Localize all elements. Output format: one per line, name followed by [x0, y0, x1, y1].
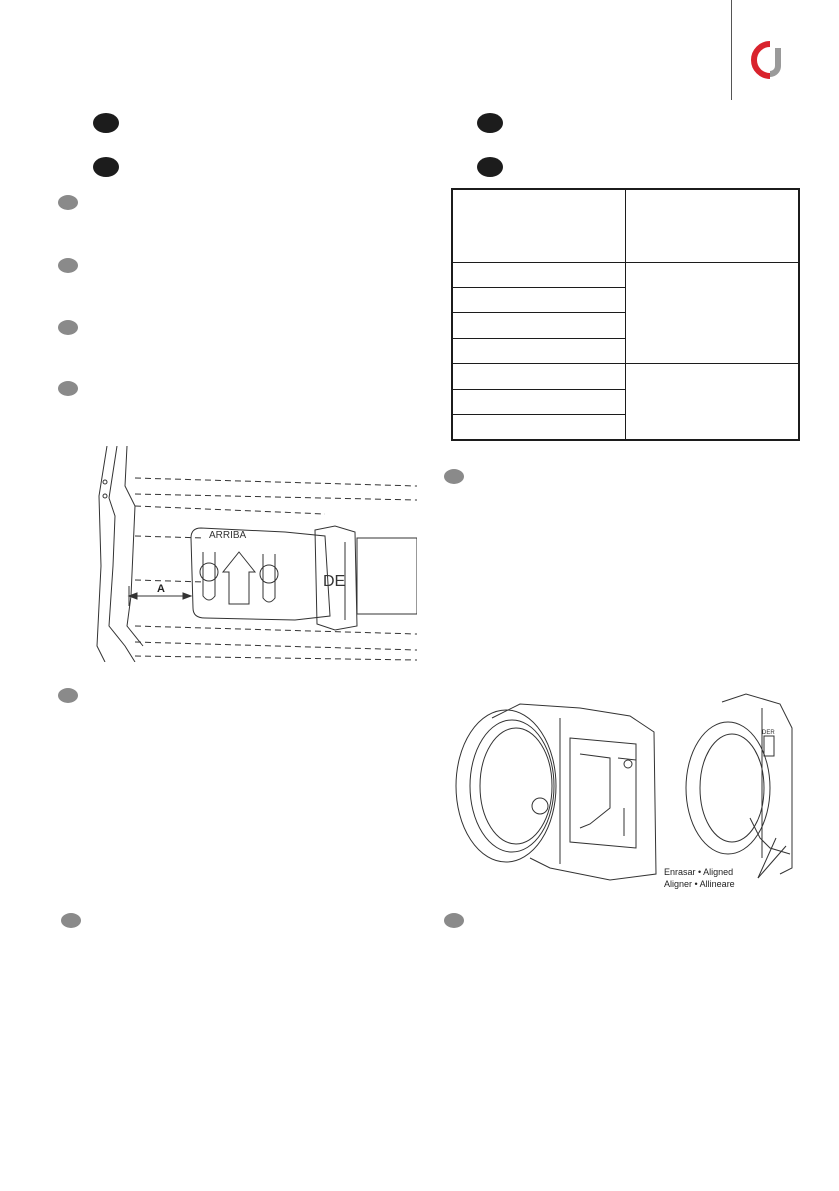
side-label: DE — [323, 573, 346, 590]
language-bullet-7 — [444, 469, 464, 484]
header-divider — [731, 0, 732, 100]
support-bracket-illustration — [440, 688, 802, 888]
arriba-label: ARRIBA — [209, 530, 247, 541]
table-merged-cell-1 — [625, 263, 799, 364]
table-header-cell-2 — [625, 189, 799, 263]
table-cell — [452, 363, 625, 389]
bracket-rail-illustration — [95, 446, 417, 662]
section-bullet-1 — [93, 113, 119, 133]
table-cell — [452, 313, 625, 338]
alignment-caption — [664, 866, 735, 890]
table-cell — [452, 390, 625, 415]
table-cell — [452, 338, 625, 363]
table-cell — [452, 263, 625, 288]
dimension-a-label: A — [157, 583, 165, 595]
caption-line-2: Aligner • Allineare — [664, 879, 735, 889]
caption-line-1: Enrasar • Aligned — [664, 867, 734, 877]
language-bullet-6 — [61, 913, 81, 928]
spec-table — [451, 188, 800, 441]
table-header-cell-1 — [452, 189, 625, 263]
table-cell — [452, 415, 625, 440]
brand-logo-icon — [748, 38, 794, 82]
section-bullet-2 — [93, 157, 119, 177]
language-bullet-3 — [58, 320, 78, 335]
section-bullet-3 — [477, 113, 503, 133]
table-cell — [452, 288, 625, 313]
table-merged-cell-2 — [625, 363, 799, 440]
section-bullet-4 — [477, 157, 503, 177]
language-bullet-1 — [58, 195, 78, 210]
language-bullet-8 — [444, 913, 464, 928]
tag-label: DER — [762, 730, 775, 736]
language-bullet-5 — [58, 688, 78, 703]
language-bullet-2 — [58, 258, 78, 273]
language-bullet-4 — [58, 381, 78, 396]
